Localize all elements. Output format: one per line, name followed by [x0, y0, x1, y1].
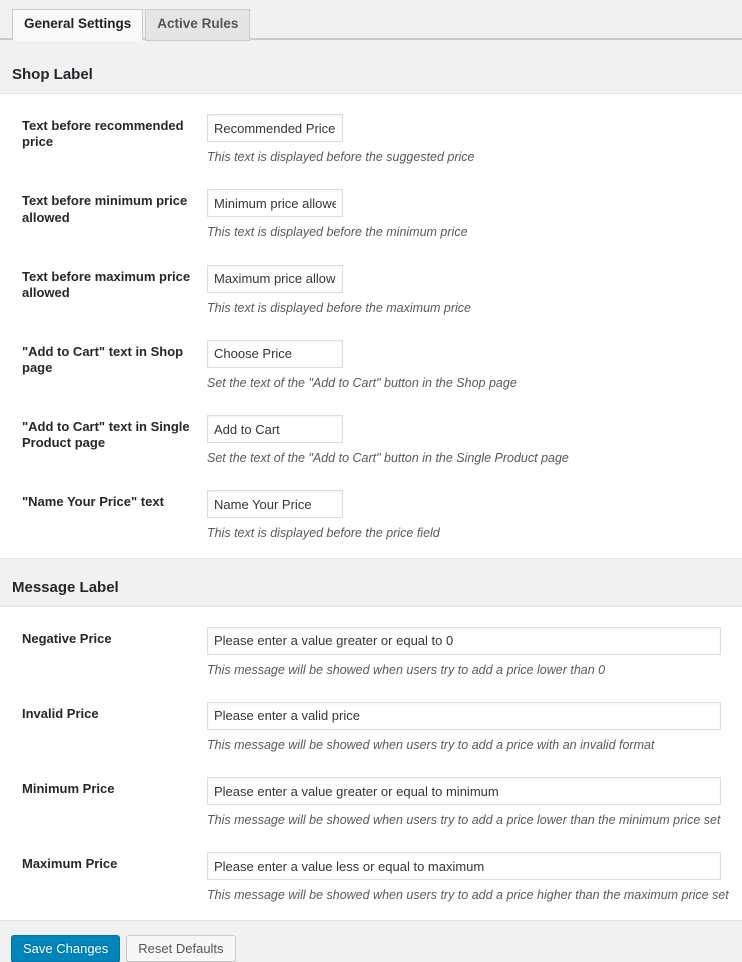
field-description: This message will be showed when users try to add a price lower than 0	[207, 662, 606, 677]
tab-general-settings[interactable]	[12, 9, 143, 41]
save-changes-button[interactable]: Save Changes	[11, 935, 120, 962]
tab-active-rules-label: Active Rules	[157, 16, 239, 31]
field-cell	[207, 175, 742, 250]
input-maximum-price-message[interactable]	[207, 852, 721, 880]
shop-label-panel	[0, 93, 742, 559]
shop-label-form-table	[0, 100, 742, 552]
field-cell	[207, 326, 742, 401]
tab-active-rules[interactable]	[145, 9, 250, 41]
field-label-maximum-price: Maximum Price	[22, 856, 118, 872]
reset-defaults-button[interactable]: Reset Defaults	[126, 935, 235, 962]
field-description: This text is displayed before the maximum price	[207, 300, 471, 315]
form-row	[0, 613, 742, 688]
form-row	[0, 175, 742, 250]
input-text-before-minimum-price[interactable]	[207, 189, 343, 217]
form-row	[0, 763, 742, 838]
form-row	[0, 401, 742, 476]
field-description: This message will be showed when users try to add a price with an invalid format	[207, 737, 655, 752]
tab-general-settings-label: General Settings	[24, 16, 132, 31]
field-cell	[207, 838, 742, 913]
form-row	[0, 326, 742, 401]
field-description: Set the text of the "Add to Cart" button in the Shop page	[207, 375, 517, 390]
field-label-add-to-cart-single-product: "Add to Cart" text in Single Product page	[22, 419, 190, 451]
field-label-add-to-cart-shop: "Add to Cart" text in Shop page	[22, 343, 184, 375]
field-cell	[207, 613, 742, 688]
field-cell	[207, 763, 742, 838]
field-label-negative-price: Negative Price	[22, 630, 112, 646]
message-label-panel	[0, 606, 742, 921]
form-row	[0, 251, 742, 326]
field-cell	[207, 251, 742, 326]
field-description: This text is displayed before the suggested price	[207, 150, 475, 164]
field-description: Set the text of the "Add to Cart" button in the Single Product page	[207, 451, 569, 465]
form-row	[0, 476, 742, 551]
field-label-invalid-price: Invalid Price	[22, 705, 99, 721]
input-negative-price-message[interactable]	[207, 627, 721, 655]
form-row	[0, 100, 742, 175]
section-title-shop-label: Shop Label	[12, 66, 93, 83]
field-description: This message will be showed when users try to add a price higher than the maximum price set	[207, 888, 729, 903]
field-cell	[207, 688, 742, 763]
section-title-message-label: Message Label	[12, 578, 119, 596]
input-text-before-recommended-price[interactable]	[207, 114, 343, 142]
field-label-text-before-maximum-price: Text before maximum price allowed	[22, 268, 191, 300]
field-cell	[207, 476, 742, 551]
form-actions	[0, 921, 742, 962]
field-label-name-your-price: "Name Your Price" text	[22, 494, 164, 510]
message-label-form-table	[0, 613, 742, 914]
form-row	[0, 688, 742, 763]
field-description: This text is displayed before the minimum price	[207, 225, 468, 240]
field-label-minimum-price: Minimum Price	[22, 781, 115, 796]
form-row	[0, 838, 742, 913]
input-text-before-maximum-price[interactable]	[207, 265, 343, 293]
field-label-text-before-minimum-price: Text before minimum price allowed	[22, 193, 188, 225]
field-description: This text is displayed before the price field	[207, 526, 440, 541]
input-invalid-price-message[interactable]	[207, 702, 721, 730]
input-minimum-price-message[interactable]	[207, 777, 721, 805]
input-add-to-cart-shop[interactable]	[207, 340, 343, 368]
field-description: This message will be showed when users try to add a price lower than the minimum price set	[207, 813, 721, 827]
field-cell	[207, 401, 742, 476]
settings-tab-bar	[0, 0, 742, 40]
input-name-your-price[interactable]	[207, 490, 343, 518]
input-add-to-cart-single-product[interactable]	[207, 415, 343, 443]
field-label-text-before-recommended-price: Text before recommended price	[22, 118, 184, 150]
field-cell	[207, 100, 742, 175]
